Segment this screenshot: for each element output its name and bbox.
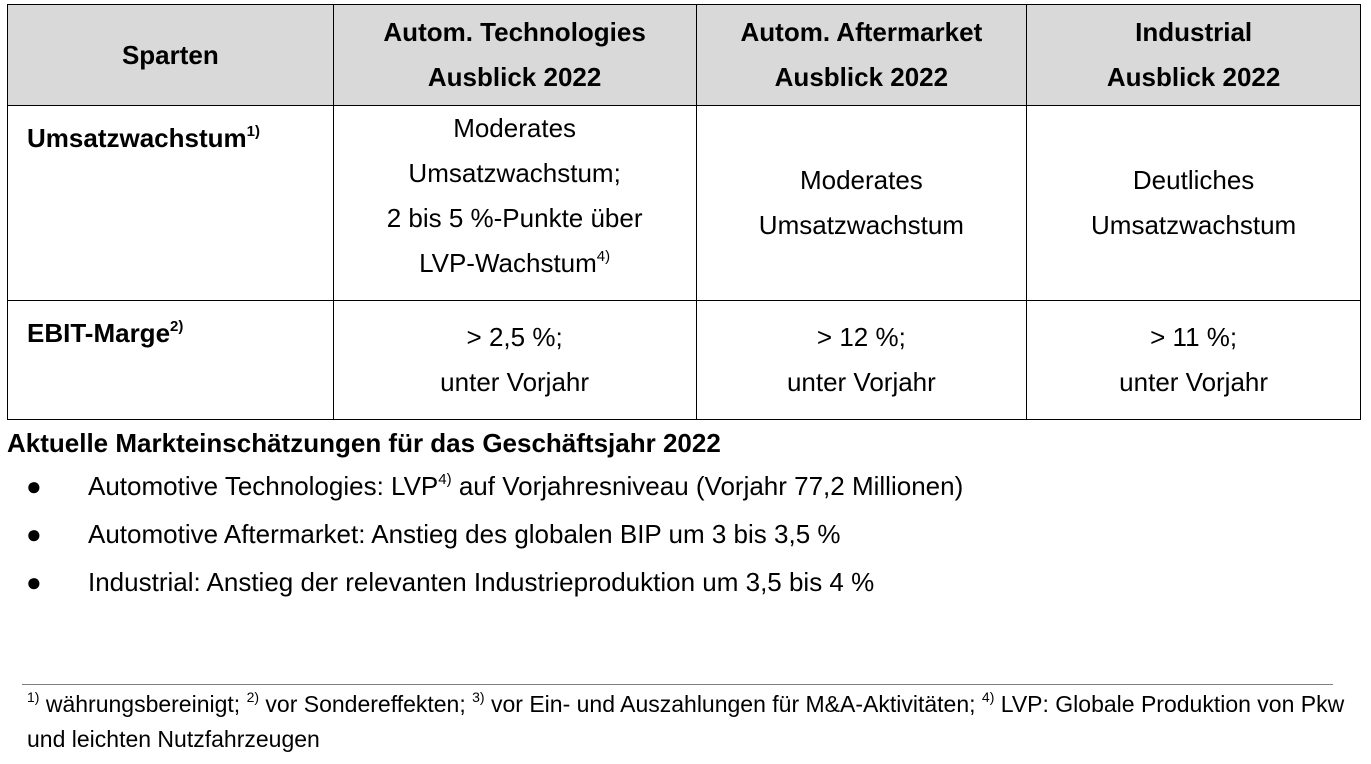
header-subtitle: Ausblick 2022 [1106,62,1281,92]
cell-umsatz-auto-tech: Moderates Umsatzwachstum; 2 bis 5 %-Punkte über LVP-Wachstum$^{4)}$ [333,106,696,301]
cell-ebit-auto-tech: > 2,5 %; unter Vorjahr [333,301,696,420]
bullet-icon: ● [26,471,42,501]
footnote-text: vor Ein- und Auszahlungen für M&A-Aktivitäten; [484,691,982,717]
header-title: Industrial [1135,17,1253,47]
header-subtitle: Ausblick 2022 [774,62,949,92]
footnote-text: LVP: Globale Produktion von Pkw und leichten Nutzfahrzeugen [27,691,1345,752]
cell-ebit-industrial: > 11 %; unter Vorjahr [1027,301,1361,420]
footnote-marker: 1) [27,689,40,705]
table-row-umsatzwachstum [8,106,1361,301]
footnote-marker: 4) [981,689,995,705]
table-header-row [8,5,1361,106]
footnote-ref: 2) [170,318,184,335]
header-subtitle: Ausblick 2022 [427,62,602,92]
footnote-text: vor Sondereffekten; [259,691,473,717]
market-outlook-title: Aktuelle Markteinschätzungen für das Geschäftsjahr 2022 [7,428,721,458]
header-title: Autom. Aftermarket [740,17,983,47]
header-autom-technologies [333,5,696,106]
row-label-umsatzwachstum: Umsatzwachstum$^{1)}$ [8,106,334,301]
header-industrial [1027,5,1361,106]
header-title: Autom. Technologies [383,17,646,47]
cell-umsatz-aftermarket: Moderates Umsatzwachstum [696,106,1027,301]
footnote-ref: 4) [596,248,611,265]
footnote-ref: 4) [438,471,452,488]
footnote-text: währungsbereinigt; [39,691,247,717]
footnote-divider [22,684,1333,685]
outlook-table [7,4,1361,420]
bullet-icon: ● [26,519,42,549]
list-item: ● Industrial: Anstieg der relevanten Industrieproduktion um 3,5 bis 4 % [7,558,1361,606]
cell-umsatz-industrial: Deutliches Umsatzwachstum [1027,106,1361,301]
footnote-marker: 2) [246,689,260,705]
list-item: ● Automotive Technologies: LVP$^{4)}$ auf Vorjahresniveau (Vorjahr 77,2 Millionen) [7,462,1361,510]
market-outlook-section [7,424,1361,606]
bullet-icon: ● [26,567,42,597]
market-outlook-list [7,462,1361,606]
list-item: ● Automotive Aftermarket: Anstieg des globalen BIP um 3 bis 3,5 % [7,510,1361,558]
footnote-ref: 1) [246,123,260,140]
table-row-ebit-marge [8,301,1361,420]
header-sparten: Sparten [8,5,334,106]
footnotes [27,687,1347,757]
row-label-ebit-marge: EBIT-Marge$^{2)}$ [8,301,334,420]
header-autom-aftermarket [696,5,1027,106]
cell-ebit-aftermarket: > 12 %; unter Vorjahr [696,301,1027,420]
footnote-marker: 3) [472,689,485,705]
